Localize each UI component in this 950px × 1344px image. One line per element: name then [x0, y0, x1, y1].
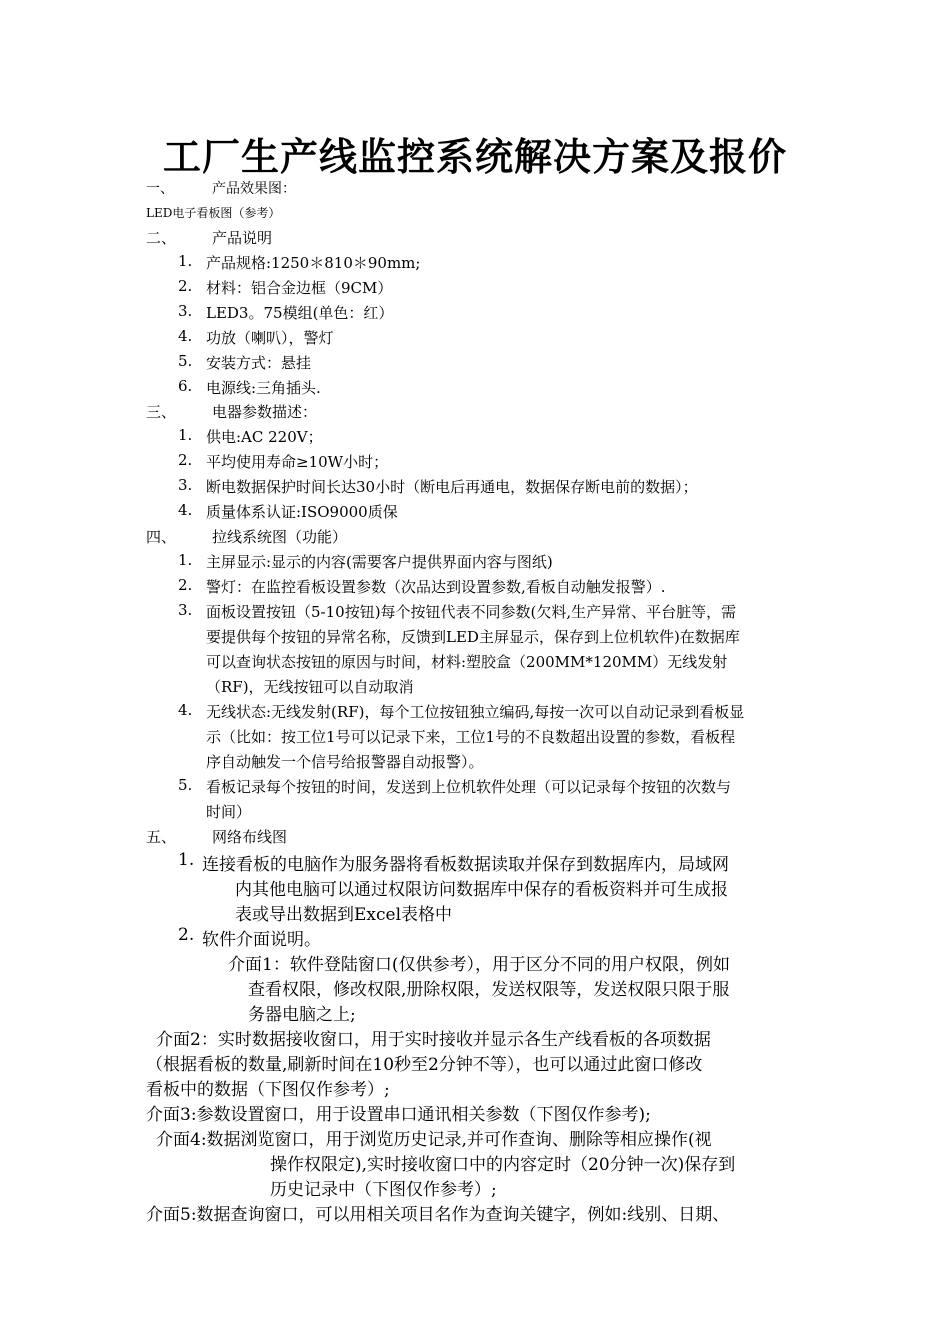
section-1-number: 一、: [146, 181, 174, 197]
paragraph-line: 查看权限，修改权限,册除权限，发送权限等，发送权限只限于服: [248, 980, 730, 1000]
list-item-number: 4.: [178, 327, 193, 345]
list-item: 平均使用寿命≥10W小时；: [206, 453, 389, 471]
list-item-number: 3.: [178, 302, 193, 320]
paragraph-line: 历史记录中（下图仅作参考）;: [270, 1180, 497, 1200]
list-item-line: 无线状态:无线发射(RF)，每个工位按钮独立编码,每按一次可以自动记录到看板显: [206, 703, 745, 721]
paragraph-line: 介面2：实时数据接收窗口，用于实时接收并显示各生产线看板的各项数据: [156, 1030, 711, 1050]
list-item-number: 5.: [178, 352, 193, 370]
list-item: 软件介面说明。: [202, 930, 321, 950]
list-item-line: 连接看板的电脑作为服务器将看板数据读取并保存到数据库内，局域网: [202, 855, 729, 875]
list-item-number: 2.: [178, 451, 193, 469]
list-item-number: 3.: [178, 476, 193, 494]
list-item: 电源线:三角插头.: [206, 379, 321, 397]
section-3-heading: 电器参数描述：: [212, 403, 318, 421]
paragraph-line: 务器电脑之上;: [248, 1005, 356, 1025]
document-title: 工厂生产线监控系统解决方案及报价: [162, 134, 787, 179]
list-item-line: 内其他电脑可以通过权限访问数据库中保存的看板资料并可生成报: [235, 880, 728, 900]
section-2-number: 二、: [146, 229, 177, 247]
list-item-number: 4.: [178, 701, 193, 719]
list-item-number: 1.: [178, 551, 193, 569]
list-item-line: 看板记录每个按钮的时间，发送到上位机软件处理（可以记录每个按钮的次数与: [206, 778, 732, 796]
list-item: 功放（喇叭），警灯: [206, 329, 334, 347]
list-item: 警灯：在监控看板设置参数（次品达到设置参数,看板自动触发报警）.: [206, 578, 666, 596]
list-item: 质量体系认证:ISO9000质保: [206, 503, 398, 521]
paragraph-line: 介面4:数据浏览窗口，用于浏览历史记录,并可作查询、删除等相应操作(视: [156, 1130, 712, 1150]
section-1-note: LED电子看板图（参考）: [146, 206, 281, 220]
section-1-heading: 产品效果图：: [212, 181, 296, 197]
list-item-line: 表或导出数据到Excel表格中: [235, 905, 453, 925]
list-item-number: 1.: [178, 850, 195, 870]
section-2-heading: 产品说明: [212, 229, 273, 247]
list-item: 供电:AC 220V；: [206, 428, 323, 446]
paragraph-line: 操作权限定),实时接收窗口中的内容定时（20分钟一次)保存到: [270, 1155, 736, 1175]
list-item: 主屏显示:显示的内容(需要客户提供界面内容与图纸): [206, 553, 553, 571]
list-item-line: 可以查询状态按钮的原因与时间，材料:塑胶盒（200MM*120MM）无线发射: [206, 653, 728, 671]
section-5-heading: 网络布线图: [212, 828, 288, 846]
list-item-number: 1.: [178, 252, 193, 270]
section-4-heading: 拉线系统图（功能）: [212, 528, 348, 546]
paragraph-line: 介面3:参数设置窗口，用于设置串口通讯相关参数（下图仅作参考);: [146, 1105, 651, 1125]
section-5-number: 五、: [146, 828, 177, 846]
list-item: 安装方式：悬挂: [206, 354, 312, 372]
list-item-number: 4.: [178, 501, 193, 519]
list-item-line: 要提供每个按钮的异常名称，反馈到LED主屏显示，保存到上位机软件)在数据库: [206, 628, 740, 646]
list-item-number: 2.: [178, 925, 195, 945]
list-item-line: 序自动触发一个信号给报警器自动报警）。: [206, 753, 484, 771]
list-item: LED3。75模组(单色：红）: [206, 304, 394, 322]
list-item: 材料：铝合金边框（9CM）: [206, 279, 393, 297]
paragraph-line: 介面1：软件登陆窗口(仅供参考），用于区分不同的用户权限，例如: [228, 955, 730, 975]
list-item-line: 面板设置按钮（5-10按钮)每个按钮代表不同参数(欠料,生产异常、平台脏等，需: [206, 603, 737, 621]
list-item-number: 6.: [178, 377, 193, 395]
paragraph-line: 介面5:数据查询窗口，可以用相关项目名作为查询关键字，例如:线别、日期、: [146, 1205, 730, 1225]
list-item: 断电数据保护时间长达30小时（断电后再通电，数据保存断电前的数据）；: [206, 478, 698, 496]
section-3-number: 三、: [146, 403, 177, 421]
list-item-number: 5.: [178, 776, 193, 794]
list-item-line: （RF)，无线按钮可以自动取消: [206, 678, 414, 696]
list-item-line: 时间）: [206, 803, 252, 821]
paragraph-line: 看板中的数据（下图仅作参考）;: [146, 1080, 390, 1100]
paragraph-line: （根据看板的数量,刷新时间在10秒至2分钟不等），也可以通过此窗口修改: [146, 1055, 703, 1075]
list-item-number: 3.: [178, 601, 193, 619]
list-item-number: 2.: [178, 277, 193, 295]
list-item-number: 2.: [178, 576, 193, 594]
list-item: 产品规格:1250＊810＊90mm;: [206, 254, 421, 272]
section-4-number: 四、: [146, 528, 177, 546]
list-item-line: 示（比如：按工位1号可以记录下来，工位1号的不良数超出设置的参数，看板程: [206, 728, 736, 746]
list-item-number: 1.: [178, 426, 193, 444]
